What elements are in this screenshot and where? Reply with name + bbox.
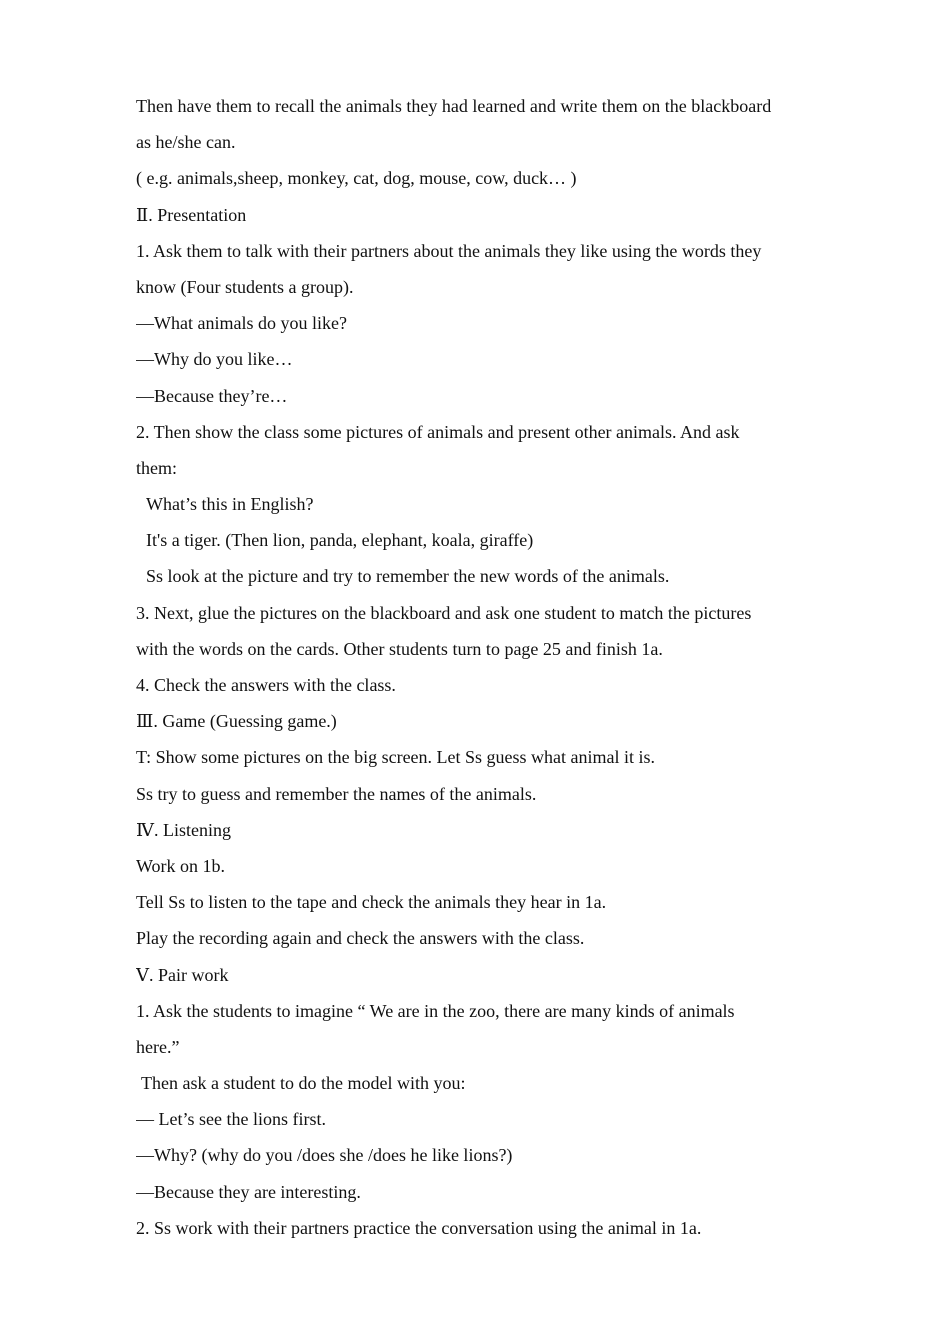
text-line: 4. Check the answers with the class. — [136, 675, 396, 695]
dialogue-line: It's a tiger. (Then lion, panda, elephant, koala, giraffe) — [146, 530, 534, 551]
text-line: 3. Next, glue the pictures on the blackboard and ask one student to match the pictures — [136, 602, 752, 623]
text-line: 1. Ask the students to imagine “ We are in the zoo, there are many kinds of animals — [136, 1000, 735, 1021]
text-line: 1. Ask them to talk with their partners about the animals they like using the words they — [136, 240, 762, 261]
dialogue-line: What’s this in English? — [146, 494, 314, 515]
section-heading: Ⅳ. Listening — [136, 819, 231, 840]
text-line: Work on 1b. — [136, 855, 226, 876]
text-line: 2. Then show the class some pictures of animals and present other animals. And ask — [136, 421, 740, 442]
text-line: T: Show some pictures on the big screen. Let Ss guess what animal it is. — [136, 747, 656, 768]
text-line: Then have them to recall the animals they had learned and write them on the blackboard — [136, 96, 772, 116]
dialogue-line: —Why do you like… — [136, 349, 293, 370]
text-line: Tell Ss to listen to the tape and check the animals they hear in 1a. — [136, 892, 607, 913]
text-line: Play the recording again and check the answers with the class. — [136, 928, 585, 949]
text-line: with the words on the cards. Other students turn to page 25 and finish 1a. — [136, 638, 663, 659]
dialogue-line: —Because they’re… — [136, 385, 288, 406]
text-line: here.” — [136, 1036, 180, 1057]
dialogue-line: —Because they are interesting. — [136, 1181, 361, 1202]
section-heading: Ⅲ. Game (Guessing game.) — [136, 711, 337, 732]
text-line: Then ask a student to do the model with you: — [141, 1073, 466, 1094]
dialogue-line: — Let’s see the lions first. — [136, 1109, 326, 1130]
dialogue-line: —What animals do you like? — [136, 313, 347, 334]
document-body — [136, 88, 826, 1246]
text-line: know (Four students a group). — [136, 276, 354, 297]
text-line: as he/she can. — [136, 132, 236, 153]
text-line: Ss look at the picture and try to remember the new words of the animals. — [146, 566, 670, 587]
text-line: Ss try to guess and remember the names of the animals. — [136, 783, 537, 804]
dialogue-line: —Why? (why do you /does she /does he like lions?) — [136, 1145, 513, 1166]
text-line: them: — [136, 457, 177, 478]
section-heading: Ⅱ. Presentation — [136, 204, 247, 225]
text-line: 2. Ss work with their partners practice the conversation using the animal in 1a. — [136, 1217, 702, 1238]
section-heading: Ⅴ. Pair work — [136, 964, 229, 985]
text-line: ( e.g. animals,sheep, monkey, cat, dog, mouse, cow, duck… ) — [136, 168, 577, 189]
